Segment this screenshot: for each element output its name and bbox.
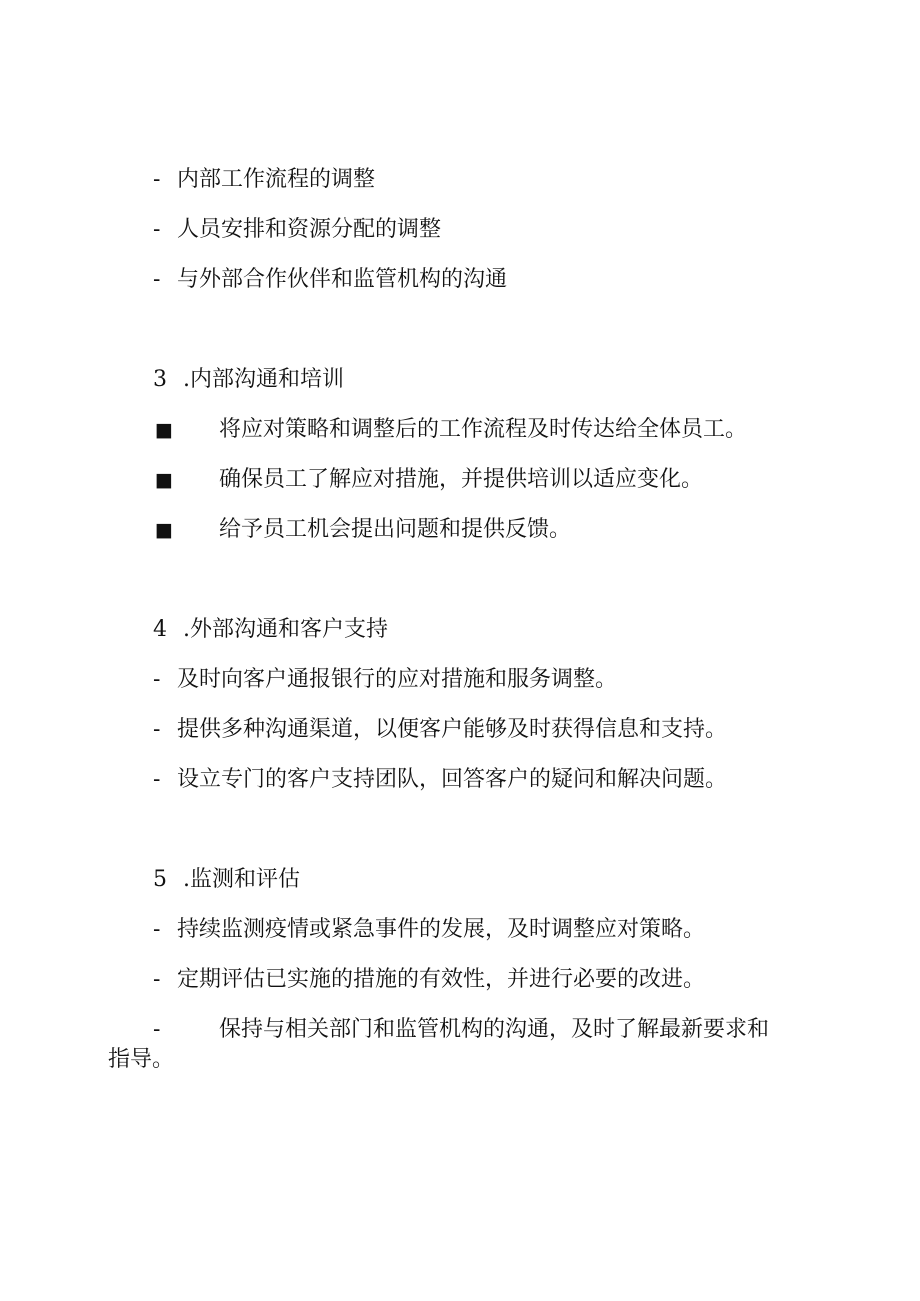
- list-item: [153, 215, 441, 245]
- section-title: .外部沟通和客户支持: [183, 617, 388, 642]
- section-number: 3: [153, 367, 167, 392]
- square-bullet-icon: ■: [155, 419, 173, 441]
- dash-marker: -: [153, 717, 161, 742]
- dash-marker: -: [153, 1017, 161, 1042]
- list-item-text: 确保员工了解应对措施，并提供培训以适应变化。: [219, 467, 704, 492]
- section-number: 5: [153, 867, 167, 892]
- list-item-text: 定期评估已实施的措施的有效性，并进行必要的改进。: [177, 967, 706, 992]
- list-item: [153, 715, 727, 745]
- list-item-text: 给予员工机会提出问题和提供反馈。: [219, 517, 572, 542]
- dash-marker: -: [153, 667, 161, 692]
- list-item: [153, 915, 705, 945]
- section-number: 4: [153, 617, 167, 642]
- list-item-continuation: 指导。: [108, 1047, 175, 1072]
- list-item: [153, 1015, 769, 1045]
- list-item-text: 设立专门的客户支持团队，回答客户的疑问和解决问题。: [177, 767, 728, 792]
- list-item: [155, 515, 571, 545]
- list-item: [155, 415, 747, 445]
- section-heading: [153, 615, 388, 645]
- list-item: [153, 765, 727, 795]
- section-heading: [153, 365, 344, 395]
- list-item-text: 人员安排和资源分配的调整: [177, 217, 442, 242]
- dash-marker: -: [153, 217, 161, 242]
- square-bullet-icon: ■: [155, 519, 173, 541]
- list-item: [153, 965, 705, 995]
- list-item-text: 保持与相关部门和监管机构的沟通，及时了解最新要求和: [219, 1017, 770, 1042]
- list-item-text: 持续监测疫情或紧急事件的发展，及时调整应对策略。: [177, 917, 706, 942]
- list-item-text: 与外部合作伙伴和监管机构的沟通: [177, 267, 508, 292]
- dash-marker: -: [153, 917, 161, 942]
- dash-marker: -: [153, 167, 161, 192]
- list-item-text: 内部工作流程的调整: [177, 167, 376, 192]
- section-heading: [153, 865, 300, 895]
- list-item-text: 及时向客户通报银行的应对措施和服务调整。: [177, 667, 618, 692]
- list-item: [153, 665, 617, 695]
- section-title: .内部沟通和培训: [183, 367, 344, 392]
- section-title: .监测和评估: [183, 867, 300, 892]
- list-item: [153, 265, 507, 295]
- square-bullet-icon: ■: [155, 469, 173, 491]
- dash-marker: -: [153, 967, 161, 992]
- list-item-text: 提供多种沟通渠道，以便客户能够及时获得信息和支持。: [177, 717, 728, 742]
- dash-marker: -: [153, 267, 161, 292]
- list-item: [155, 465, 703, 495]
- list-item-text: 将应对策略和调整后的工作流程及时传达给全体员工。: [219, 417, 748, 442]
- list-item: [153, 165, 375, 195]
- dash-marker: -: [153, 767, 161, 792]
